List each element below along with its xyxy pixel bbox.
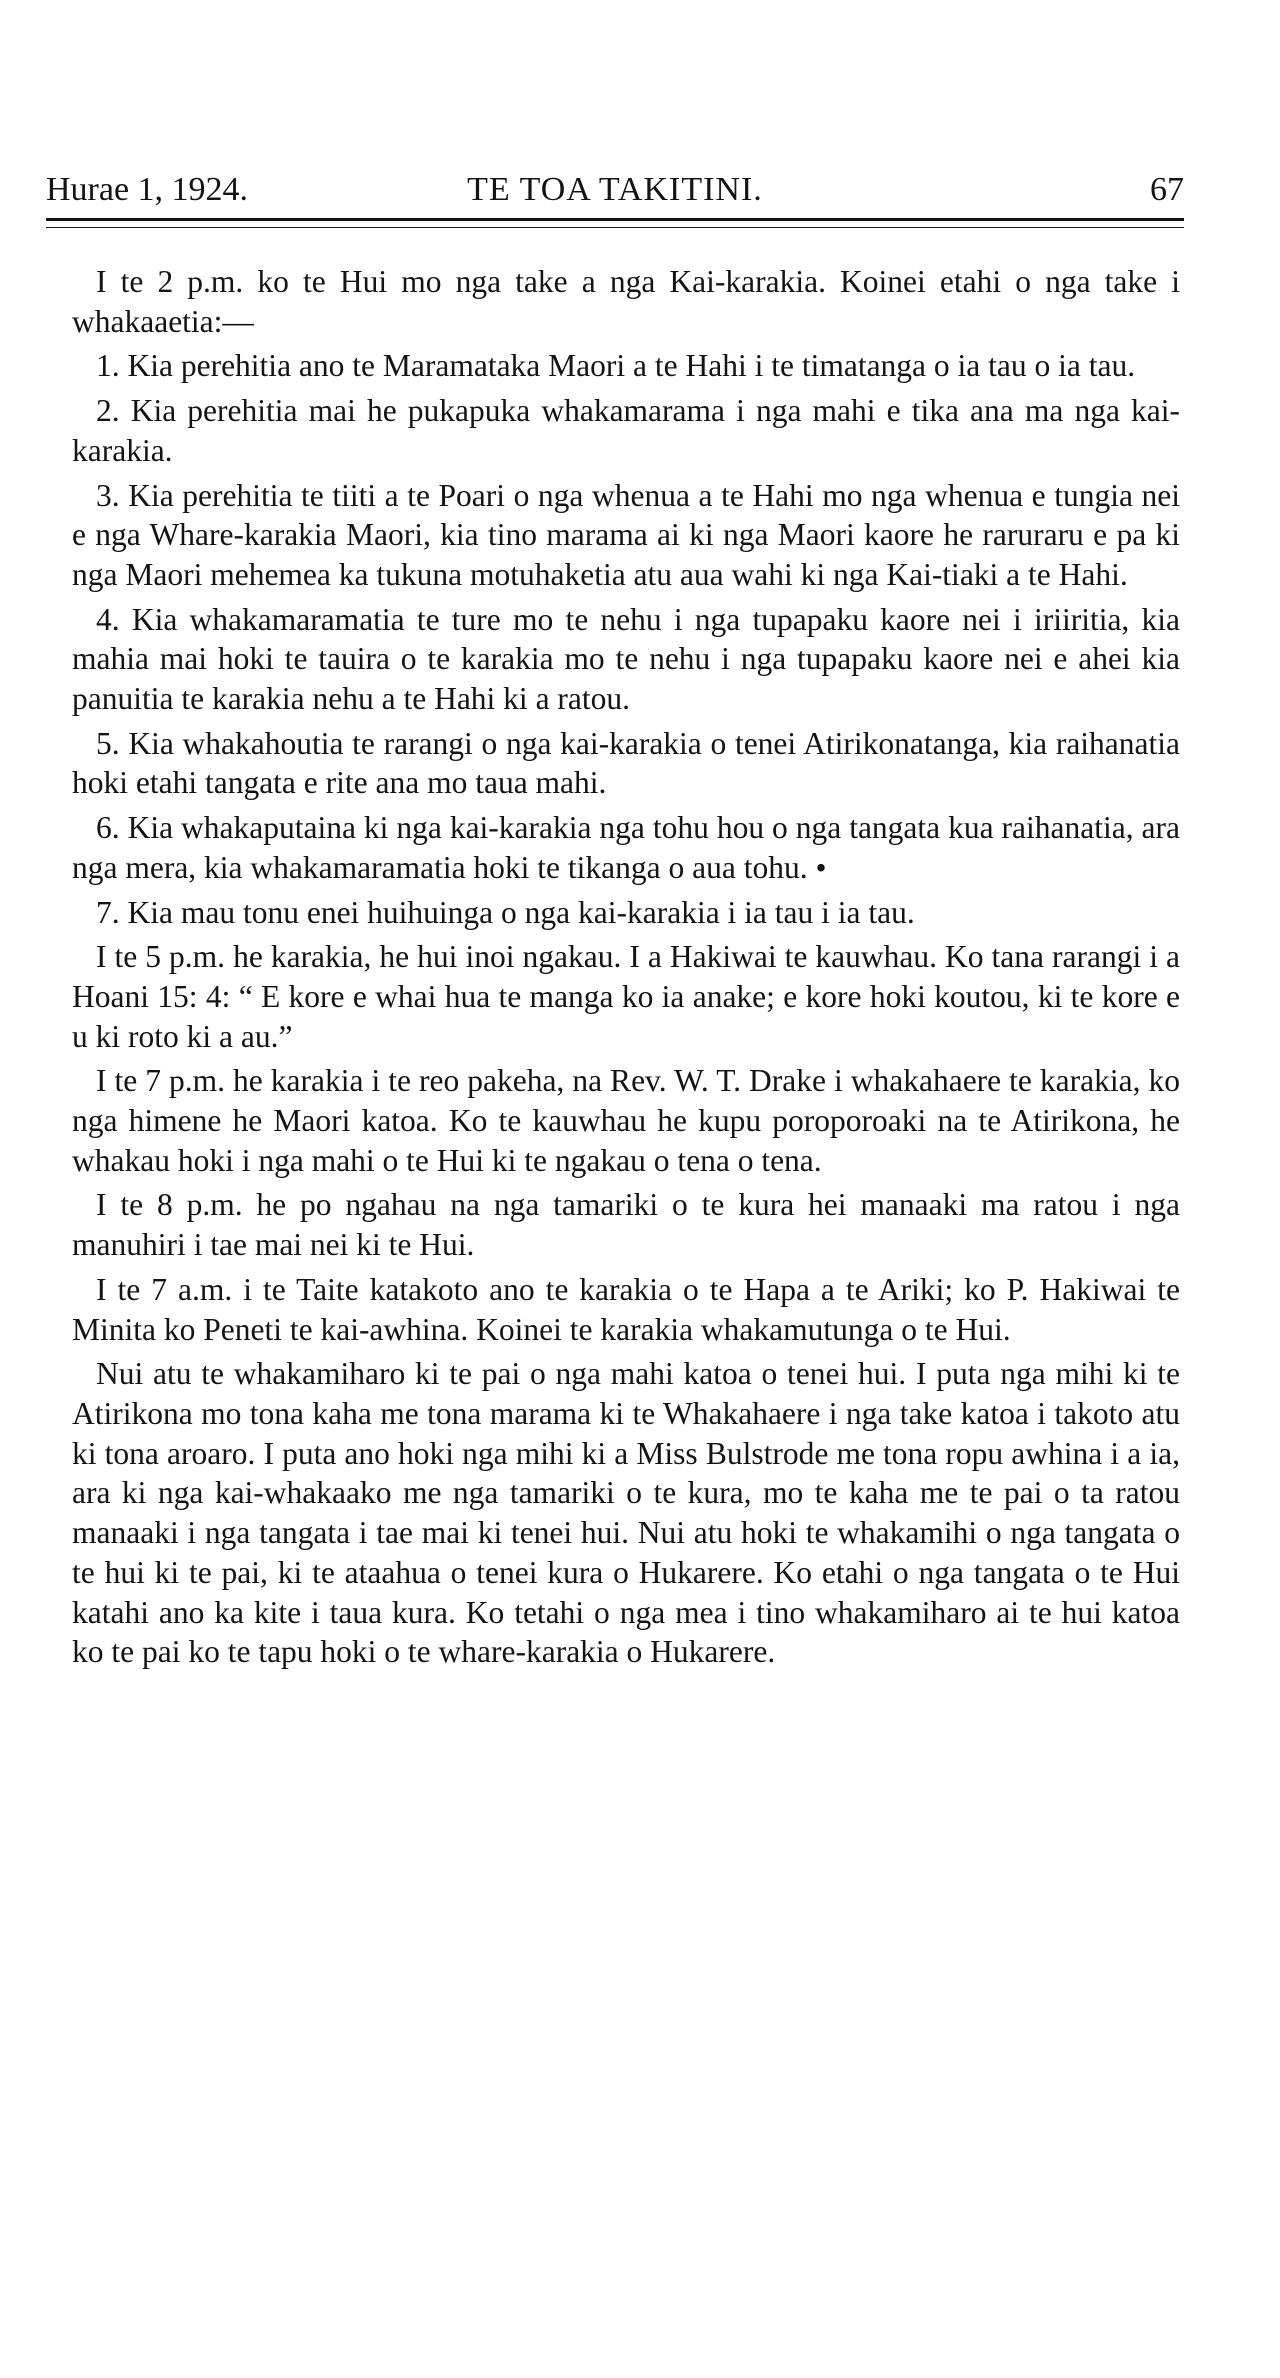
paragraph-intro: I te 2 p.m. ko te Hui mo nga take a nga Kai-karakia. Koinei etahi o nga take i whakaaetia:— <box>72 264 1180 339</box>
header-rule-thick <box>46 218 1184 221</box>
paragraph-item-1: 1. Kia perehitia ano te Maramataka Maori a te Hahi i te timatanga o ia tau o ia tau. <box>96 348 1136 384</box>
paragraph-closing-thanks: Nui atu te whakamiharo ki te pai o nga mahi katoa o tenei hui. I puta nga mihi ki te Atirikona mo tona kaha me tona marama ki te Whakahaere i nga take katoa i takoto atu ki tona aroaro. I puta ano hoki nga mihi ki a Miss Bulstrode me tona ropu awhina i a ia, ara ki nga kai-whakaako me nga tamariki o te kura, mo te kaha me te pai o ta ratou manaaki i nga tangata i tae mai ki tenei hui. Nui atu hoki te whakamihi o nga tangata o te hui ki te pai, ki te ataahua o tenei kura o Hukarere. Ko etahi o nga tangata o te Hui katahi ano ka kite i taua kura. Ko tetahi o nga mea i tino whakamiharo ai te hui katoa ko te pai ko te tapu hoki o te whare-karakia o Hukarere. <box>72 1356 1180 1670</box>
header-title: TE TOA TAKITINI. <box>467 171 763 208</box>
header-date: Hurae 1, 1924. <box>46 171 249 208</box>
header-rule-thin <box>46 227 1184 228</box>
paragraph-item-5: 5. Kia whakahoutia te rarangi o nga kai-karakia o tenei Atirikonatanga, kia raihanatia hoki etahi tangata e rite ana mo taua mahi. <box>72 725 1180 801</box>
paragraph-8pm-entertainment: I te 8 p.m. he po ngahau na nga tamariki o te kura hei manaaki ma ratou i nga manuhiri i tae mai nei ki te Hui. <box>72 1187 1180 1263</box>
paragraph-item-6: 6. Kia whakaputaina ki nga kai-karakia nga tohu hou o nga tangata kua raihanatia, ara nga mera, kia whakamaramatia hoki te tikanga o aua tohu. • <box>72 810 1180 885</box>
paragraph-item-3: 3. Kia perehitia te tiiti a te Poari o nga whenua a te Hahi mo nga whenua e tungia nei e nga Whare-karakia Maori, kia tino marama ai ki nga Maori kaore he raruraru e pa ki nga Maori mehemea ka tukuna motuhaketia atu aua wahi ki nga Kai-tiaki a te Hahi. <box>72 477 1180 592</box>
paragraph-item-7: 7. Kia mau tonu enei huihuinga o nga kai-karakia i ia tau i ia tau. <box>96 894 915 930</box>
paragraph-item-4: 4. Kia whakamaramatia te ture mo te nehu i nga tupapaku kaore nei i iriiritia, kia mahia mai hoki te tauira o te karakia mo te nehu i nga tupapaku kaore nei e ahei kia panuitia te karakia nehu a te Hahi ki a ratou. <box>72 601 1180 717</box>
paragraph-item-2: 2. Kia perehitia mai he pukapuka whakamarama i nga mahi e tika ana ma nga kai-karakia. <box>72 393 1180 468</box>
paragraph-5pm-service: I te 5 p.m. he karakia, he hui inoi ngakau. I a Hakiwai te kauwhau. Ko tana rarangi i a Hoani 15: 4: “ E kore e whai hua te manga ko ia anake; e kore hoki koutou, ki te kore e u ki roto ki a au.” <box>72 939 1180 1054</box>
paragraph-7am-communion: I te 7 a.m. i te Taite katakoto ano te karakia o te Hapa a te Ariki; ko P. Hakiwai te Minita ko Peneti te kai-awhina. Koinei te karakia whakamutunga o te Hui. <box>72 1271 1180 1347</box>
article-body <box>72 262 1180 1677</box>
page-number: 67 <box>1150 171 1184 208</box>
running-header <box>46 170 1184 220</box>
paragraph-7pm-service: I te 7 p.m. he karakia i te reo pakeha, na Rev. W. T. Drake i whakahaere te karakia, ko nga himene he Maori katoa. Ko te kauwhau he kupu poroporoaki na te Atirikona, he whakau hoki i nga mahi o te Hui ki te ngakau o tena o tena. <box>72 1063 1180 1178</box>
